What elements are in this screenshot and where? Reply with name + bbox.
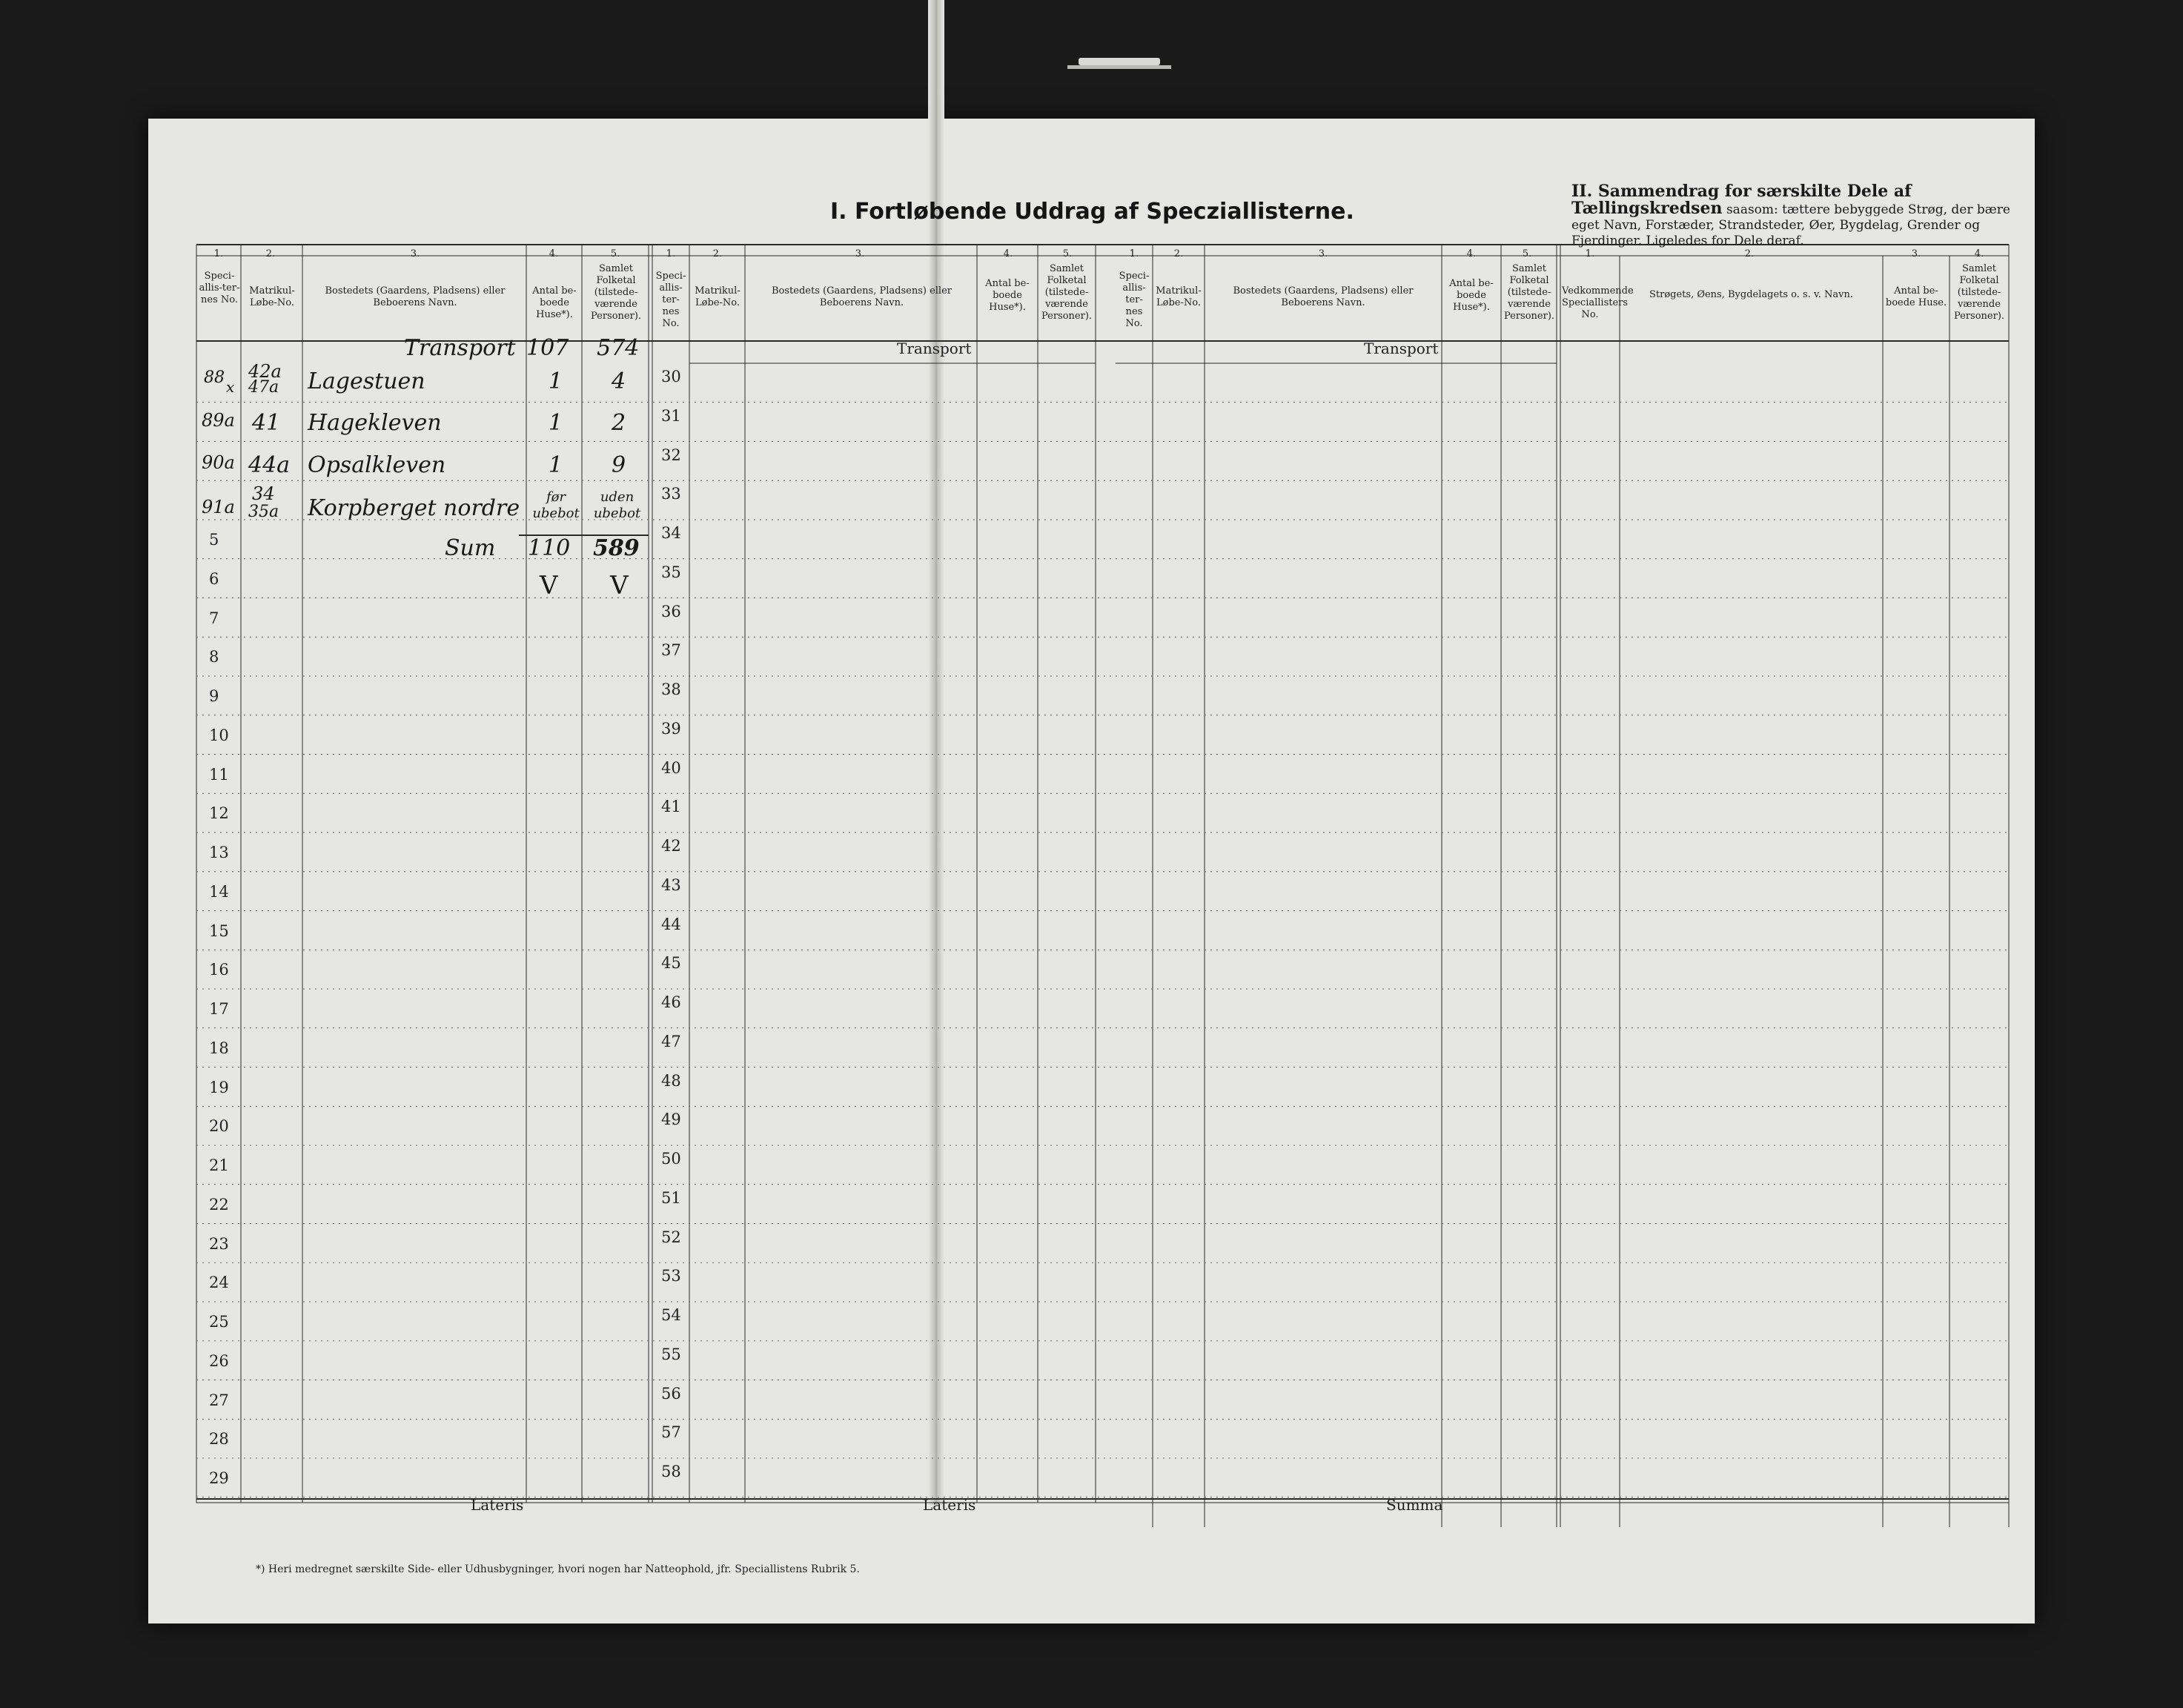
hw-name-korpberget: Korpberget nordre: [308, 495, 520, 521]
hw-persons-4: 4: [612, 368, 626, 394]
row-number: 20: [209, 1117, 229, 1136]
hw-persons-9: 9: [612, 452, 626, 478]
header-strog: Strøgets, Øens, Bygdelagets o. s. v. Navn.: [1649, 289, 1854, 300]
row-number-right: 49: [661, 1110, 681, 1129]
row-number-right: 34: [661, 524, 681, 542]
row-number: 26: [209, 1351, 229, 1370]
row-number: 7: [209, 609, 219, 627]
section-title-left: I. Fortløbende Uddrag af Specziallisterne.: [830, 199, 1354, 225]
col-num: 2.: [265, 248, 276, 259]
col-num: 1.: [666, 248, 676, 259]
header-bosted-3: Bostedets (Gaardens, Pladsens) eller Beboerens Navn.: [1233, 285, 1414, 308]
row-number-right: 43: [661, 875, 681, 894]
header-spec-no-2: Speci-allis-ter-nes No.: [655, 271, 686, 329]
col-num: 2.: [712, 248, 723, 259]
row-number-right: 37: [661, 641, 681, 660]
summa-label: Summa: [1386, 1496, 1443, 1514]
row-number: 23: [209, 1234, 229, 1253]
row-number-right: 47: [661, 1032, 681, 1050]
row-number-right: 57: [661, 1423, 681, 1442]
row-number-right: 31: [661, 406, 681, 425]
transport-label-left: Transport: [897, 340, 972, 357]
hw-spec-90a: 90a: [202, 452, 235, 473]
hw-matr-47a: 47a: [248, 378, 279, 397]
row-number-right: 42: [661, 837, 681, 855]
row-number: 22: [209, 1195, 229, 1214]
header-folketal-2: Samlet Folketal (tilstede-værende Personer).: [1041, 263, 1093, 322]
header-matrikul-2: Matrikul-Løbe-No.: [695, 285, 741, 308]
lateris-right: Lateris: [923, 1496, 976, 1514]
hw-check-houses: V: [540, 571, 558, 600]
header-bosted: Bostedets (Gaardens, Pladsens) eller Beboerens Navn.: [325, 285, 506, 308]
row-number: 15: [209, 921, 229, 940]
lateris-left: Lateris: [471, 1496, 524, 1514]
row-number: 8: [209, 648, 219, 666]
col-num: 4.: [1003, 248, 1013, 259]
col-num: 1.: [213, 248, 224, 259]
hw-persons-uden: uden ubebot: [593, 489, 641, 521]
hw-matr-44a: 44a: [248, 452, 291, 478]
col-num: 3.: [410, 248, 420, 259]
col-num: 4.: [549, 248, 559, 259]
section-title-right: [1571, 184, 2016, 249]
row-number-right: 41: [661, 798, 681, 816]
col-num: 2.: [1744, 248, 1755, 259]
row-number: 18: [209, 1039, 229, 1057]
row-number: 16: [209, 961, 229, 979]
row-number-right: 36: [661, 602, 681, 620]
row-number: 14: [209, 882, 229, 901]
row-number-right: 40: [661, 758, 681, 777]
hw-spec-91a: 91a: [202, 497, 235, 517]
row-number: 12: [209, 804, 229, 823]
row-number: 6: [209, 569, 219, 588]
row-number-right: 50: [661, 1150, 681, 1168]
hw-persons-2: 2: [612, 410, 626, 436]
row-number: 5: [209, 531, 219, 549]
hw-transport-persons: 574: [597, 335, 640, 361]
col-num: 1.: [1129, 248, 1139, 259]
row-number: 9: [209, 687, 219, 705]
header-folketal-3: Samlet Folketal (tilstede-værende Personer).: [1503, 263, 1555, 322]
hw-matr-42a: 42a: [248, 361, 282, 382]
row-number-right: 38: [661, 681, 681, 698]
row-number-right: 56: [661, 1384, 681, 1403]
col-num: 5.: [1062, 248, 1073, 259]
hw-houses-1c: 1: [549, 452, 563, 478]
row-number: 27: [209, 1391, 229, 1409]
header-folketal-4: Samlet Folketal (tilstede-værende Personer).: [1953, 263, 2005, 322]
header-folketal: Samlet Folketal (tilstede-værende Personer).: [590, 263, 642, 322]
row-number-right: 33: [661, 485, 681, 503]
header-vedk-spec: Vedkommende Speciallisters No.: [1562, 285, 1634, 320]
hw-sum-houses: 110: [528, 535, 571, 561]
hw-sum-persons: 589: [593, 535, 640, 561]
row-number-right: 53: [661, 1267, 681, 1285]
hw-houses-for: før ubebot: [532, 489, 580, 521]
header-bosted-2: Bostedets (Gaardens, Pladsens) eller Beboerens Navn.: [771, 285, 952, 308]
header-huse-4: Antal be-boede Huse.: [1885, 285, 1947, 308]
row-number-right: 46: [661, 993, 681, 1011]
header-huse-2: Antal be-boede Huse*).: [985, 278, 1030, 313]
hw-transport-houses: 107: [526, 335, 569, 361]
header-huse-3: Antal be-boede Huse*).: [1449, 278, 1494, 313]
row-number-right: 39: [661, 719, 681, 738]
row-number: 24: [209, 1274, 229, 1292]
header-spec-no-3: Speci-allis-ter-nes No.: [1119, 271, 1150, 329]
row-number: 19: [209, 1078, 229, 1096]
hw-spec-88: 88: [204, 368, 225, 387]
row-number: 29: [209, 1469, 229, 1487]
row-number-right: 45: [661, 954, 681, 973]
hw-matr-41: 41: [252, 410, 281, 436]
hw-spec-89a: 89a: [202, 410, 235, 431]
row-number-right: 51: [661, 1188, 681, 1207]
footnote: *) Heri medregnet særskilte Side- eller Udhusbygninger, hvori nogen har Natteophold, jfr. Speciallistens Rubrik 5.: [256, 1563, 860, 1575]
row-number: 10: [209, 726, 229, 744]
row-number: 28: [209, 1430, 229, 1449]
col-num: 3.: [1911, 248, 1921, 259]
row-number-right: 58: [661, 1463, 681, 1480]
row-number: 13: [209, 844, 229, 861]
row-number-right: 48: [661, 1071, 681, 1090]
row-number-right: 32: [661, 446, 681, 464]
hw-spec-x: x: [226, 378, 235, 396]
header-matrikul: Matrikul-Løbe-No.: [249, 285, 295, 308]
col-num: 3.: [1318, 248, 1328, 259]
hw-sum-label: Sum: [445, 535, 496, 561]
row-number: 11: [209, 765, 229, 784]
hw-name-opsalkleven: Opsalkleven: [308, 452, 446, 478]
col-num: 5.: [1522, 248, 1532, 259]
hw-name-hagekleven: Hagekleven: [308, 410, 442, 436]
hw-houses-1b: 1: [549, 410, 563, 436]
col-num: 4.: [1466, 248, 1477, 259]
section-title-right-rest: saasom: tættere bebyggede Strøg, der bære eget Navn, Forstæder, Strandsteder, Øer, Bygdelag, Grender og Fjerdinger. Ligeledes for Dele deraf.: [1571, 202, 2010, 248]
transport-label-right: Transport: [1364, 340, 1439, 357]
col-num: 2.: [1173, 248, 1184, 259]
hw-houses-1: 1: [549, 368, 563, 394]
hw-name-lagestuen: Lagestuen: [308, 368, 425, 394]
hw-transport-label: Transport: [404, 335, 516, 361]
row-number-right: 44: [661, 915, 681, 933]
header-spec-no: Speci-allis-ter-nes No.: [199, 271, 240, 305]
row-number-right: 35: [661, 563, 681, 581]
row-number: 17: [209, 1000, 229, 1018]
row-number-right: 52: [661, 1228, 681, 1246]
row-number: 21: [209, 1156, 229, 1174]
col-num: 1.: [1585, 248, 1595, 259]
col-num: 3.: [855, 248, 865, 259]
col-num: 4.: [1974, 248, 1984, 259]
hw-check-persons: V: [610, 571, 629, 600]
row-number: 25: [209, 1313, 229, 1331]
section-title-right-bold: II. Sammendrag for særskilte Dele af Tællingskredsen: [1571, 182, 1912, 218]
row-number-right: 55: [661, 1345, 681, 1363]
col-num: 5.: [610, 248, 620, 259]
header-huse: Antal be-boede Huse*).: [532, 285, 577, 320]
row-number-right: 30: [661, 368, 681, 385]
hw-matr-34: 34: [252, 483, 275, 504]
row-number-right: 54: [661, 1306, 681, 1324]
header-matrikul-3: Matrikul-Løbe-No.: [1156, 285, 1202, 308]
hw-matr-35a: 35a: [248, 503, 279, 521]
